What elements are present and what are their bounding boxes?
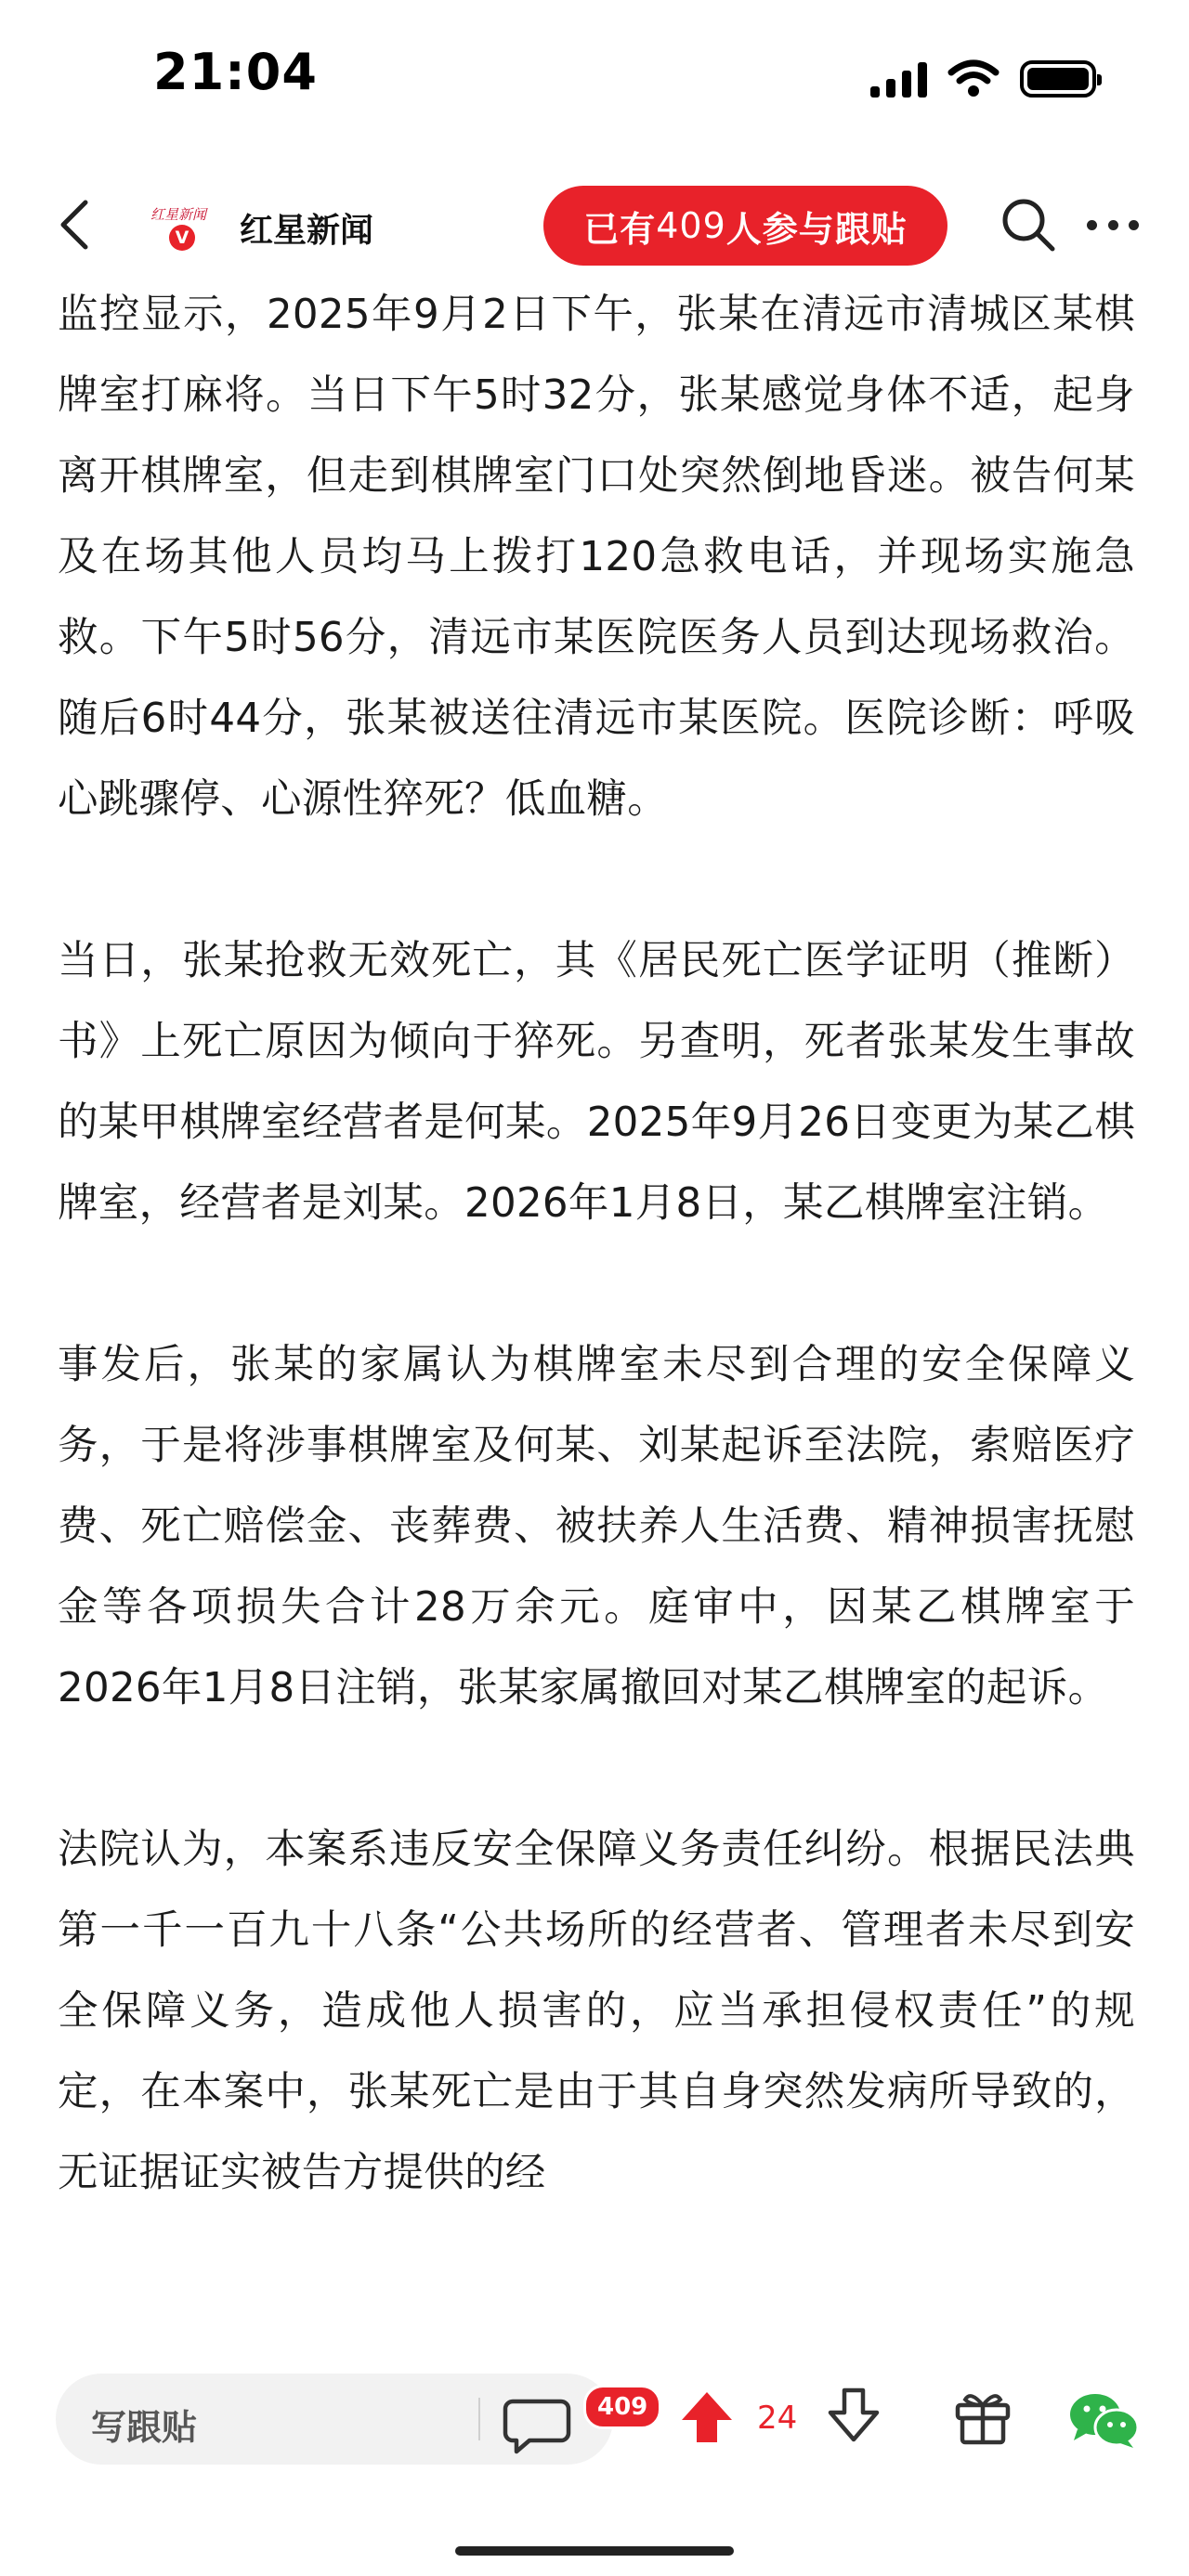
status-icons [870,56,1096,102]
comment-count: 409 [656,205,726,246]
comment-placeholder: 写跟贴 [91,2407,198,2448]
vote-count: 24 [757,2400,798,2437]
bottom-action-bar [0,2359,1189,2479]
gift-icon[interactable] [952,2387,1013,2448]
upvote-icon[interactable] [678,2388,736,2446]
status-bar [0,0,1189,158]
more-icon[interactable] [1087,206,1139,243]
verified-badge-icon: V [169,225,195,251]
divider [478,2398,480,2440]
battery-icon [1020,60,1096,98]
comment-suffix: 人参与跟贴 [725,208,908,250]
wechat-icon[interactable] [1066,2390,1141,2450]
article-body [58,275,1135,2295]
brand-logo-text: 红星新闻 [150,206,207,223]
write-comment-input[interactable] [56,2374,648,2465]
article-paragraph: 法院认为，本案系违反安全保障义务责任纠纷。根据民法典第一千一百九十八条“公共场所的经营者、管理者未尽到安全保障义务，造成他人损害的，应当承担侵权责任”的规定，在本案中，张某死亡是由于其自身突然发病所导致的，无证据证实被告方提供的经 [58,1827,1135,2196]
comment-icon[interactable] [500,2392,574,2457]
comment-count-button[interactable] [543,186,947,266]
brand-logo[interactable] [149,197,214,253]
status-time: 21:04 [153,43,318,101]
comment-prefix: 已有 [583,208,657,250]
wifi-icon [947,59,1000,98]
cellular-signal-icon [870,60,927,98]
nav-bar [0,176,1189,274]
article-paragraph: 监控显示，2025年9月2日下午，张某在清远市清城区某棋牌室打麻将。当日下午5时32分，张某感觉身体不适，起身离开棋牌室，但走到棋牌室门口处突然倒地昏迷。被告何某及在场其他人员均马上拨打120急救电话，并现场实施急救。下午5时56分，清远市某医院医务人员到达现场救治。随后6时44分，张某被送往清远市某医院。医院诊断：呼吸心跳骤停、心源性猝死？低血糖。 [58,292,1135,823]
home-indicator [455,2546,734,2556]
article-paragraph: 当日，张某抢救无效死亡，其《居民死亡医学证明（推断）书》上死亡原因为倾向于猝死。另查明，死者张某发生事故的某甲棋牌室经营者是何某。2025年9月26日变更为某乙棋牌室，经营者是刘某。2026年1月8日，某乙棋牌室注销。 [58,938,1135,1227]
downvote-icon[interactable] [825,2387,882,2444]
search-icon[interactable] [999,195,1058,254]
brand-name[interactable]: 红星新闻 [240,212,374,250]
comment-count-badge: 409 [583,2385,661,2429]
article-paragraph: 事发后，张某的家属认为棋牌室未尽到合理的安全保障义务，于是将涉事棋牌室及何某、刘某起诉至法院，索赔医疗费、死亡赔偿金、丧葬费、被扶养人生活费、精神损害抚慰金等各项损失合计28万余元。庭审中，因某乙棋牌室于2026年1月8日注销，张某家属撤回对某乙棋牌室的起诉。 [58,1342,1135,1711]
back-icon[interactable] [48,197,104,253]
